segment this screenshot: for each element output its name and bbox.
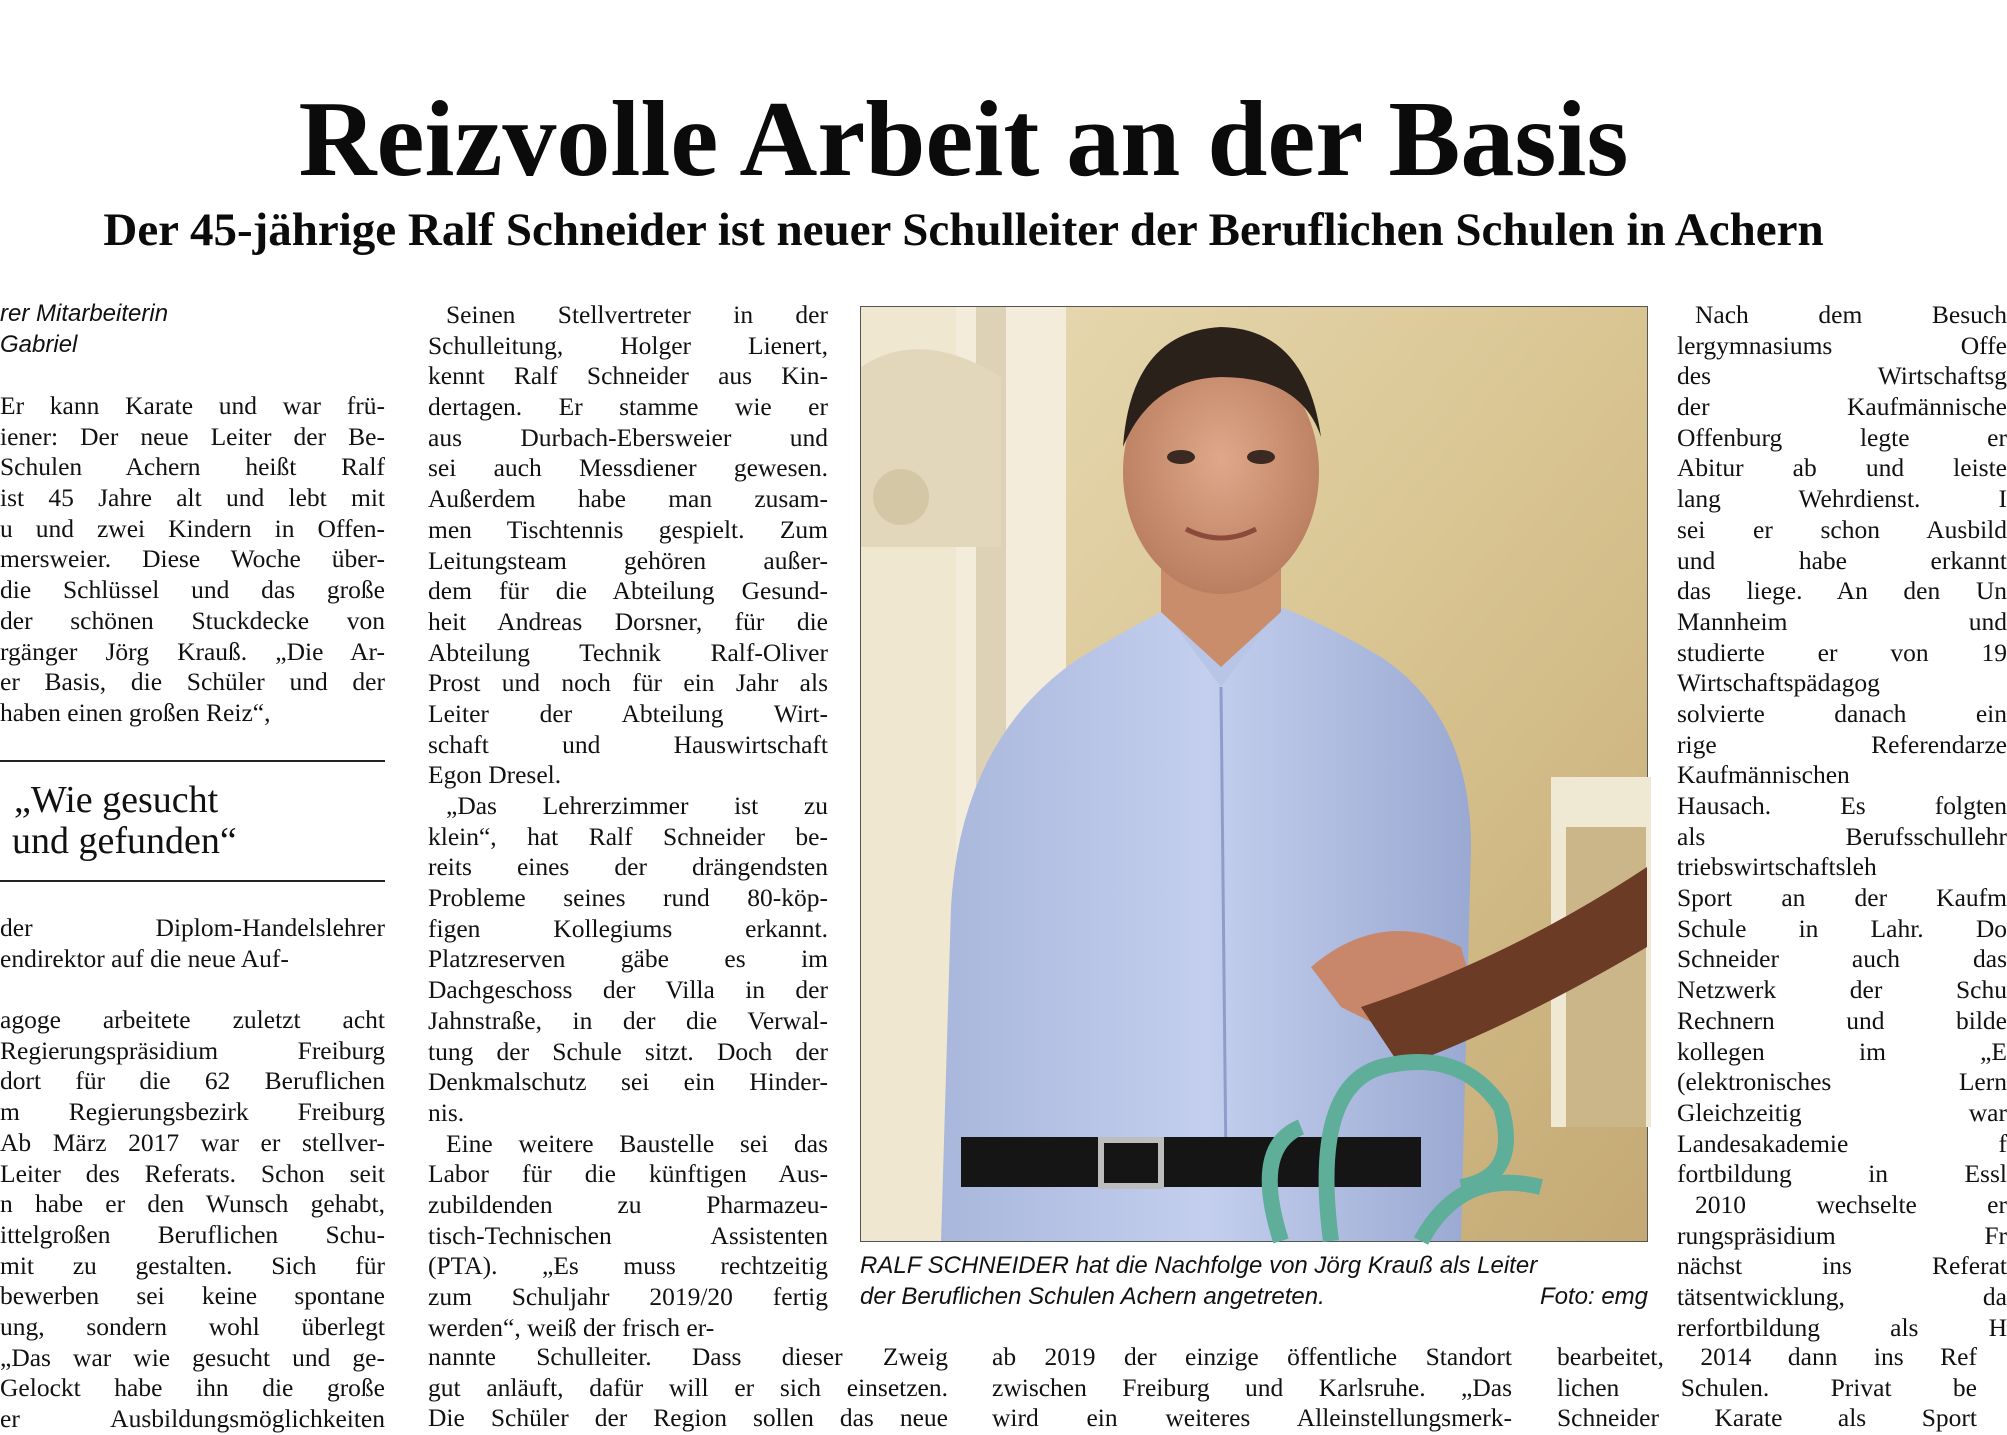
text-line: schaft und Hauswirtschaft (428, 729, 828, 759)
text-line: rgänger Jörg Krauß. „Die Ar- (0, 636, 385, 666)
text-line: haben einen großen Reiz“, (0, 697, 271, 727)
text-line: Leiter des Referats. Schon seit (0, 1158, 385, 1188)
text-line: Kaufmännischen (1677, 760, 1850, 790)
text-line: ittelgroßen Beruflichen Schu- (0, 1219, 385, 1249)
text-line: dort für die 62 Beruflichen (0, 1066, 385, 1096)
text-line: Gelockt habe ihn die große (0, 1373, 385, 1403)
text-line: wird ein weiteres Alleinstellungsmerk- (992, 1403, 1512, 1433)
text-line: m Regierungsbezirk Freiburg (0, 1097, 385, 1127)
text-line: Leitungsteam gehören außer- (428, 545, 828, 575)
text-line: reits eines der drängendsten (428, 852, 828, 882)
text-line: zum Schuljahr 2019/20 fertig (428, 1282, 828, 1311)
text-line: men Tischtennis gespielt. Zum (428, 514, 828, 544)
text-line: „Das war wie gesucht und ge- (0, 1342, 385, 1372)
text-line: Er kann Karate und war frü- (0, 391, 385, 420)
intertitle-rule-top (0, 760, 385, 762)
text-line: Labor für die künftigen Aus- (428, 1159, 828, 1189)
text-line: Hausach. Es folgten (1677, 791, 2007, 820)
text-line: Abitur ab und leiste (1677, 453, 2007, 483)
text-line: ung, sondern wohl überlegt (0, 1311, 385, 1341)
column-3-continuation (992, 1342, 1512, 1433)
text-line: Schulleitung, Holger Lienert, (428, 330, 828, 360)
text-line: Gleichzeitig war (1677, 1097, 2007, 1127)
text-line: dem für die Abteilung Gesund- (428, 576, 828, 606)
portrait-photo-illustration (861, 307, 1647, 1241)
text-line: sei er schon Ausbild (1677, 514, 2007, 544)
text-line: „Das Lehrerzimmer ist zu (446, 791, 828, 820)
text-line: triebswirtschaftsleh (1677, 852, 1877, 882)
text-line: solvierte danach ein (1677, 698, 2007, 728)
text-line: nächst ins Referat (1677, 1251, 2007, 1281)
text-line: Dachgeschoss der Villa in der (428, 975, 828, 1005)
text-line: figen Kollegiums erkannt. (428, 913, 828, 943)
text-line: Landesakademie f (1677, 1128, 2007, 1158)
text-line: Ab März 2017 war er stellver- (0, 1127, 385, 1157)
text-line: dertagen. Er stamme wie er (428, 392, 828, 422)
text-line: zwischen Freiburg und Karlsruhe. „Das (992, 1372, 1512, 1402)
portrait-photo (860, 306, 1648, 1242)
text-line: Wirtschaftspädagog (1677, 668, 1880, 698)
text-line: ist 45 Jahre alt und lebt mit (0, 483, 385, 513)
text-line: Schneider Karate als Sport (1557, 1403, 1977, 1433)
text-line: Platzreserven gäbe es im (428, 944, 828, 974)
column-1-top (0, 391, 385, 731)
text-line: rerfortbildung als H (1677, 1312, 2007, 1342)
text-line: bewerben sei keine spontane (0, 1281, 385, 1311)
text-line: rungspräsidium Fr (1677, 1220, 2007, 1250)
text-line: lergymnasiums Offe (1677, 330, 2007, 360)
text-line: kollegen im „E (1677, 1036, 2007, 1066)
text-line: Regierungspräsidium Freiburg (0, 1035, 385, 1065)
text-line: lichen Schulen. Privat be (1557, 1372, 1977, 1402)
text-line: kennt Ralf Schneider aus Kin- (428, 361, 828, 391)
intertitle (0, 780, 385, 862)
text-line (0, 974, 385, 1005)
text-line: u und zwei Kindern in Offen- (0, 513, 385, 543)
headline: Reizvolle Arbeit an der Basis (298, 80, 1629, 199)
text-line: Schneider auch das (1677, 944, 2007, 974)
text-line: die Schlüssel und das große (0, 575, 385, 605)
intertitle-line: und gefunden“ (12, 820, 237, 862)
text-line: lang Wehrdienst. I (1677, 484, 2007, 514)
text-line: mersweier. Diese Woche über- (0, 544, 385, 574)
text-line: (PTA). „Es muss rechtzeitig (428, 1251, 828, 1281)
text-line: Außerdem habe man zusam- (428, 484, 828, 514)
text-line: klein“, hat Ralf Schneider be- (428, 821, 828, 851)
text-line: Schulen Achern heißt Ralf (0, 452, 385, 482)
text-line: iener: Der neue Leiter der Be- (0, 421, 385, 451)
text-line: Abteilung Technik Ralf-Oliver (428, 637, 828, 667)
column-1-bottom (0, 913, 385, 1433)
photo-credit: Foto: emg (1539, 1283, 1648, 1310)
text-line: Schule in Lahr. Do (1677, 913, 2007, 943)
byline-line: Gabriel (0, 331, 78, 358)
text-line: 2010 wechselte er (1695, 1189, 2007, 1219)
text-line: er Ausbildungsmöglichkeiten (0, 1404, 385, 1433)
caption-line: RALF SCHNEIDER hat die Nachfolge von Jörg Krauß als Leiter (860, 1252, 1538, 1279)
text-line: n habe er den Wunsch gehabt, (0, 1189, 385, 1219)
byline (0, 298, 390, 360)
text-line: werden“, weiß der frisch er- (428, 1312, 715, 1342)
column-4-continuation (1557, 1342, 1977, 1433)
text-line: mit zu gestalten. Sich für (0, 1250, 385, 1280)
text-line: das liege. An den Un (1677, 576, 2007, 606)
column-2-continuation (428, 1342, 948, 1433)
text-line: Prost und noch für ein Jahr als (428, 668, 828, 698)
byline-line: rer Mitarbeiterin (0, 300, 169, 327)
text-line: Sport an der Kaufm (1677, 883, 2007, 913)
text-line: ab 2019 der einzige öffentliche Standort (992, 1342, 1512, 1371)
text-line: (elektronisches Lern (1677, 1067, 2007, 1097)
caption-line: der Beruflichen Schulen Achern angetreten. (860, 1283, 1325, 1310)
text-line: Egon Dresel. (428, 760, 562, 790)
text-line: studierte er von 19 (1677, 637, 2007, 667)
text-line: der Diplom-Handelslehrer (0, 913, 385, 942)
text-line: der Kaufmännische (1677, 392, 2007, 422)
text-line: Mannheim und (1677, 606, 2007, 636)
text-line: Jahnstraße, in der die Verwal- (428, 1005, 828, 1035)
text-line: Denkmalschutz sei ein Hinder- (428, 1067, 828, 1097)
text-line: Probleme seines rund 80-köp- (428, 883, 828, 913)
text-line: aus Durbach-Ebersweier und (428, 422, 828, 452)
text-line: sei auch Messdiener gewesen. (428, 453, 828, 483)
text-line: Die Schüler der Region sollen das neue (428, 1403, 948, 1433)
subheadline: Der 45-jährige Ralf Schneider ist neuer Schulleiter der Beruflichen Schulen in Achern (103, 204, 1824, 256)
text-line: nis. (428, 1097, 465, 1127)
text-line: tätsentwicklung, da (1677, 1282, 2007, 1311)
text-line: tisch-Technischen Assistenten (428, 1220, 828, 1250)
text-line: Eine weitere Baustelle sei das (446, 1128, 828, 1158)
text-line: bearbeitet, 2014 dann ins Ref (1557, 1342, 1977, 1371)
text-line: Netzwerk der Schu (1677, 975, 2007, 1005)
text-line: Nach dem Besuch (1695, 300, 2007, 329)
text-line: agoge arbeitete zuletzt acht (0, 1005, 385, 1035)
text-line: und habe erkannt (1677, 545, 2007, 575)
text-line: rige Referendarze (1677, 729, 2007, 759)
photo-caption (860, 1250, 1648, 1312)
text-line: des Wirtschaftsg (1677, 361, 2007, 391)
text-line: Leiter der Abteilung Wirt- (428, 698, 828, 728)
intertitle-line: „Wie gesucht (14, 779, 219, 821)
text-line: endirektor auf die neue Auf- (0, 943, 289, 973)
column-4 (1677, 300, 2007, 1350)
text-line: zubildenden zu Pharmazeu- (428, 1189, 828, 1219)
column-2 (428, 300, 828, 1350)
text-line: fortbildung in Essl (1677, 1159, 2007, 1189)
text-line: Offenburg legte er (1677, 422, 2007, 452)
text-line: als Berufsschullehr (1677, 821, 2007, 851)
text-line: der schönen Stuckdecke von (0, 605, 385, 635)
text-line: Seinen Stellvertreter in der (446, 300, 828, 329)
text-line: gut anläuft, dafür will er sich einsetzen. (428, 1372, 948, 1402)
text-line: heit Andreas Dorsner, für die (428, 606, 828, 636)
intertitle-rule-bottom (0, 880, 385, 882)
text-line: er Basis, die Schüler und der (0, 667, 385, 697)
text-line: tung der Schule sitzt. Doch der (428, 1036, 828, 1066)
text-line: Rechnern und bilde (1677, 1005, 2007, 1035)
text-line: nannte Schulleiter. Dass dieser Zweig (428, 1342, 948, 1371)
